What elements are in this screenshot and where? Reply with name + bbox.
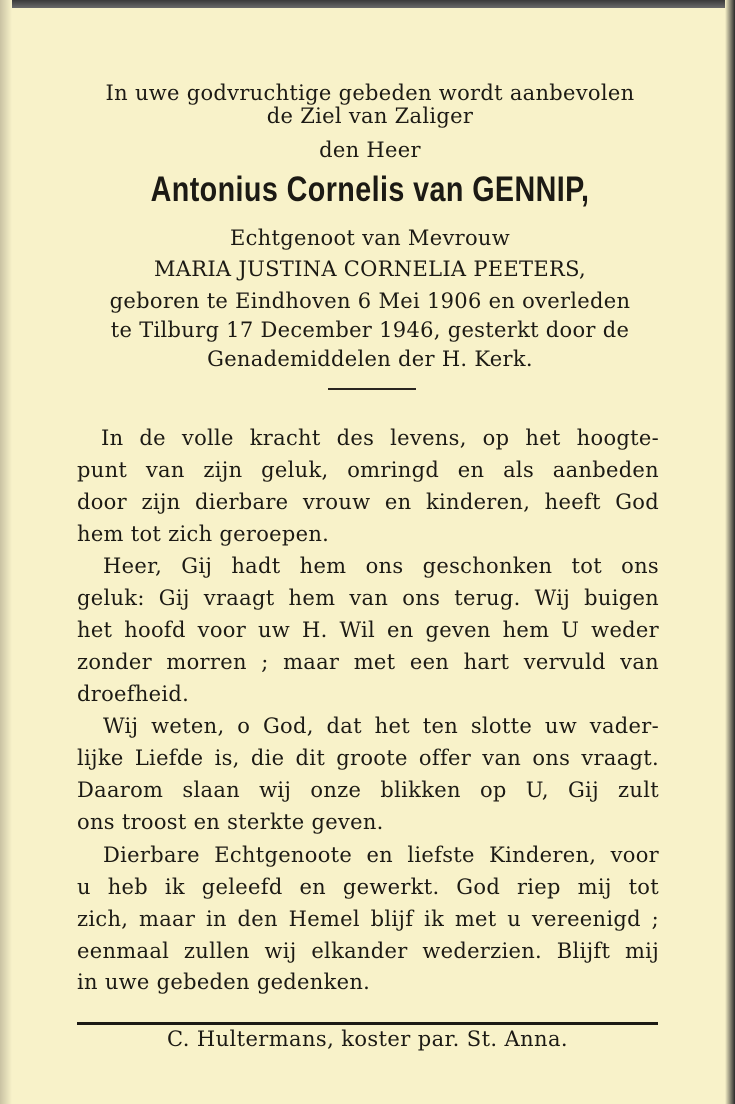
birth-death-line-2: te Tilburg 17 December 1946, gesterkt door de: [110, 318, 630, 342]
intro-line-2: de Ziel van Zaliger: [266, 104, 474, 128]
birth-death-line-1: geboren te Eindhoven 6 Mei 1906 en overleden: [109, 289, 631, 313]
body-line: ons troost en sterkte geven.: [77, 810, 384, 834]
body-line: Heer, Gij hadt hem ons geschonken tot ons: [103, 554, 659, 578]
body-line: het hoofd voor uw H. Wil en geven hem U weder: [77, 618, 659, 642]
birth-death-line-3: Genademiddelen der H. Kerk.: [207, 347, 533, 371]
body-line: Dierbare Echtgenoote en liefste Kinderen, voor: [103, 843, 659, 867]
intro-line: In uwe godvruchtige gebeden wordt aanbevolen: [105, 81, 635, 105]
printer-credit: C. Hultermans, koster par. St. Anna.: [167, 1027, 568, 1051]
body-line: punt van zijn geluk, omringd en als aanbeden: [77, 458, 659, 482]
spouse-intro: Echtgenoot van Mevrouw: [229, 226, 510, 250]
den-heer-line: den Heer: [319, 138, 421, 162]
section-divider: [328, 388, 416, 390]
card-top-edge: [0, 0, 735, 8]
card-right-edge: [725, 0, 735, 1104]
footer-divider: [77, 1022, 658, 1025]
body-line: Wij weten, o God, dat het ten slotte uw vader-: [103, 714, 659, 738]
card-left-edge: [0, 0, 12, 1104]
body-line: eenmaal zullen wij elkander wederzien. Blijft mij: [77, 939, 659, 963]
body-line: zich, maar in den Hemel blijf ik met u vereenigd ;: [77, 907, 659, 931]
body-line: door zijn dierbare vrouw en kinderen, heeft God: [77, 490, 659, 514]
body-line: In de volle kracht des levens, op het hoogte-: [101, 426, 659, 450]
body-line: u heb ik geleefd en gewerkt. God riep mij tot: [77, 875, 659, 899]
deceased-name: Antonius Cornelis van GENNIP,: [150, 170, 590, 209]
body-line: lijke Liefde is, die dit groote offer van ons vraagt.: [77, 746, 659, 770]
body-line: hem tot zich geroepen.: [77, 522, 330, 546]
body-line: in uwe gebeden gedenken.: [77, 970, 371, 994]
body-line: droefheid.: [77, 682, 190, 706]
body-line: Daarom slaan wij onze blikken op U, Gij zult: [77, 778, 659, 802]
body-line: geluk: Gij vraagt hem van ons terug. Wij buigen: [77, 586, 659, 610]
body-line: zonder morren ; maar met een hart vervuld van: [77, 650, 659, 674]
spouse-name: MARIA JUSTINA CORNELIA PEETERS,: [153, 257, 587, 281]
